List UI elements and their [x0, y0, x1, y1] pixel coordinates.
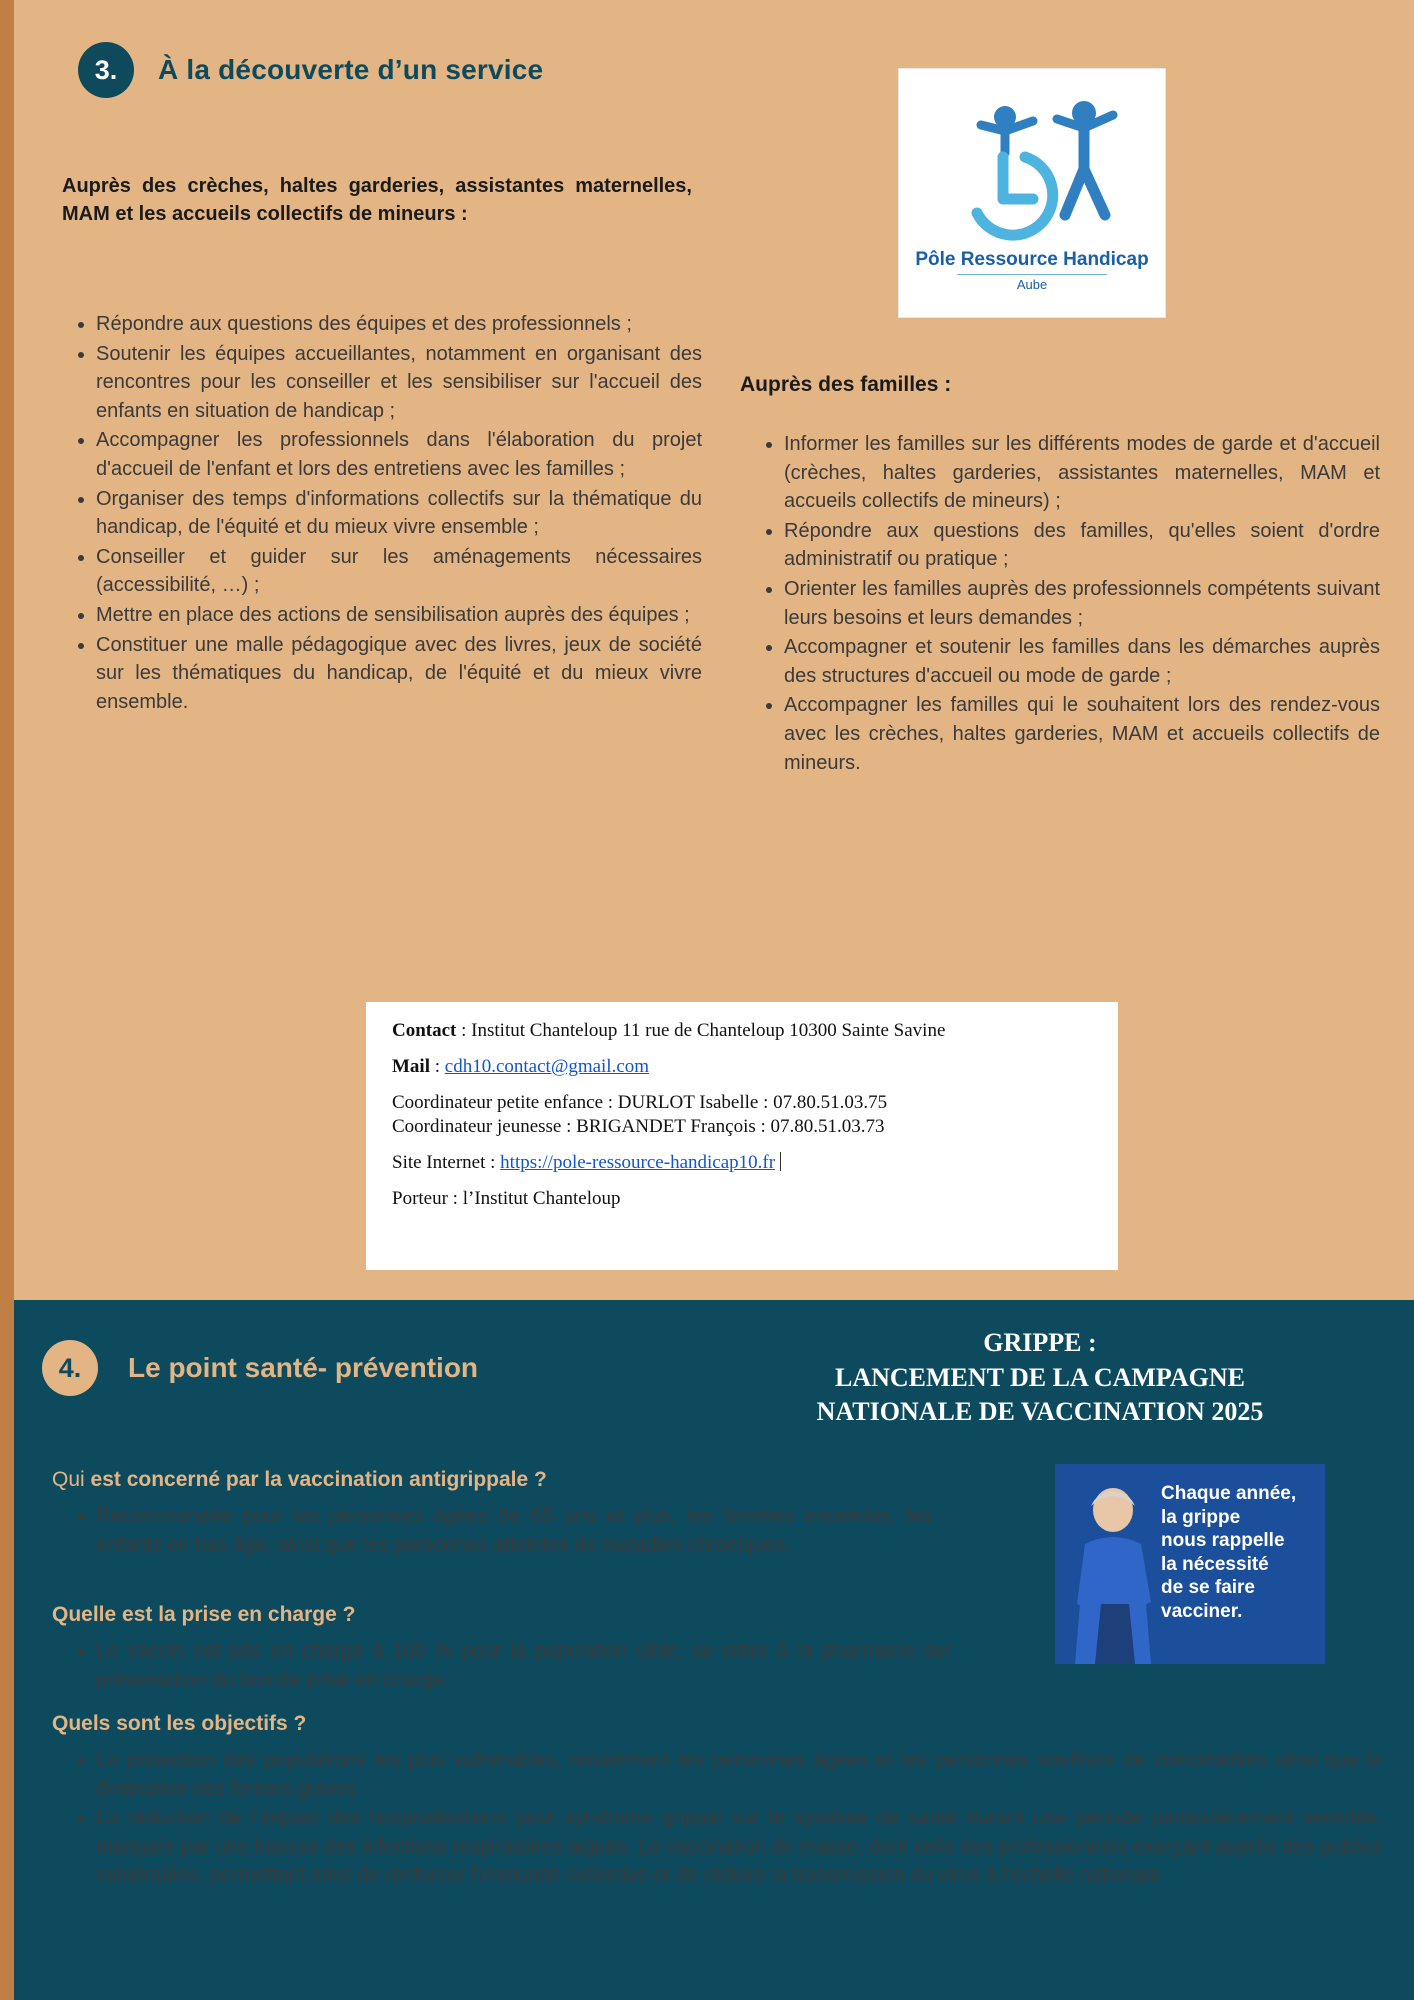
contact-value: : Institut Chanteloup 11 rue de Chanteloup 10300 Sainte Savine — [456, 1020, 946, 1041]
list-item: • Accompagner les professionnels dans l'élaboration du projet d'accueil de l'enfant et lors des entretiens avec les familles ; — [96, 426, 702, 483]
logo-name: Pôle Ressource Handicap — [915, 248, 1149, 270]
handicap-logo-icon — [937, 95, 1127, 245]
section-3-header — [78, 42, 543, 98]
text-caret — [780, 1152, 781, 1171]
section-3-left-list — [52, 310, 702, 717]
grippe-line-2: LANCEMENT DE LA CAMPAGNE — [834, 1362, 1245, 1392]
question-1-list — [52, 1502, 932, 1560]
question-1 — [52, 1468, 547, 1492]
list-item: • Accompagner les familles qui le souhaitent lors des rendez-vous avec les crèches, haltes garderies, MAM et accueils collectifs de mineurs. — [784, 691, 1380, 777]
section-4 — [0, 1300, 1414, 2000]
contact-line — [392, 1020, 1092, 1042]
list-item: • Mettre en place des actions de sensibilisation auprès des équipes ; — [96, 601, 702, 630]
question-1-lead: Qui — [52, 1468, 91, 1491]
poster-line: Chaque année, — [1161, 1483, 1297, 1504]
person-illustration-icon — [1061, 1484, 1165, 1664]
poster-line: la nécessité — [1161, 1553, 1269, 1575]
porteur-line: Porteur : l’Institut Chanteloup — [392, 1188, 621, 1209]
site-line — [392, 1152, 1092, 1174]
question-3: Quels sont les objectifs ? — [52, 1712, 307, 1735]
mail-label: Mail — [392, 1056, 430, 1077]
list-item: • Répondre aux questions des équipes et des professionnels ; — [96, 310, 702, 339]
list-item: • Accompagner et soutenir les familles dans les démarches auprès des structures d'accueil ou mode de garde ; — [784, 633, 1380, 690]
poster-line: de se faire — [1161, 1577, 1255, 1599]
list-item: • Répondre aux questions des familles, qu'elles soient d'ordre administratif ou pratique ; — [784, 517, 1380, 574]
section-4-number: 4. — [42, 1340, 98, 1396]
list-item: • La réduction de l’impact des hospitalisations pour syndrome grippal sur le système de santé durant une période particulièrement sensible, marquée par une hausse des infections respiratoires aiguës. La vaccination de masse, dont celle des professionnels exerçant auprès des publics vulnérables, permettant ainsi de renforcer l'immunité collective et de réduire la transmission du virus à l'échelle nationale — [96, 1804, 1382, 1890]
list-item: • Orienter les familles auprès des professionnels compétents suivant leurs besoins et leurs demandes ; — [784, 575, 1380, 632]
grippe-banner — [700, 1326, 1380, 1430]
mail-link[interactable]: cdh10.contact@gmail.com — [444, 1056, 650, 1077]
question-1-bold: est concerné par la vaccination antigrippale ? — [90, 1468, 547, 1491]
logo-divider — [957, 274, 1107, 275]
list-item: • Informer les familles sur les différents modes de garde et d'accueil (crèches, haltes garderies, assistantes maternelles, MAM et accueils collectifs de mineurs) ; — [784, 430, 1380, 516]
section-3-right-heading: Auprès des familles : — [740, 373, 952, 396]
section-3-intro: Auprès des crèches, haltes garderies, assistantes maternelles, MAM et les accueils collectifs de mineurs : — [62, 175, 692, 226]
section-3-number: 3. — [78, 42, 134, 98]
list-item: • Organiser des temps d'informations collectifs sur la thématique du handicap, de l'équité et du mieux vivre ensemble ; — [96, 485, 702, 542]
site-link[interactable]: https://pole-ressource-handicap10.fr — [500, 1152, 776, 1173]
question-2: Quelle est la prise en charge ? — [52, 1603, 356, 1626]
question-2-list — [52, 1637, 952, 1695]
logo-subtitle: Aube — [1016, 276, 1048, 292]
contact-card — [366, 1002, 1118, 1270]
mail-line — [392, 1056, 1092, 1078]
poster-line: vacciner. — [1161, 1600, 1243, 1622]
poster-line: la grippe — [1161, 1506, 1241, 1528]
section-4-title: Le point santé- prévention — [128, 1352, 479, 1383]
list-item: • Recommandée pour les personnes âgées de 65 ans et plus, les femmes enceintes, les enfants en bas âge, ainsi que les personnes atteintes de maladies chroniques. — [96, 1502, 932, 1559]
coordinator-1: Coordinateur petite enfance : DURLOT Isabelle : 07.80.51.03.75 — [392, 1092, 888, 1113]
grippe-line-1: GRIPPE : — [983, 1328, 1097, 1357]
grippe-line-3: NATIONALE DE VACCINATION 2025 — [816, 1397, 1264, 1427]
coordinator-2: Coordinateur jeunesse : BRIGANDET François : 07.80.51.03.73 — [392, 1116, 885, 1137]
poster-line: nous rappelle — [1161, 1530, 1285, 1552]
list-item: • La protection des populations les plus vulnérables, notamment les personnes âgées et les personnes souffrant de comorbidités ainsi que la diminution des formes graves — [96, 1746, 1382, 1803]
section-3-title: À la découverte d’un service — [158, 54, 544, 85]
site-label: Site Internet : — [392, 1152, 501, 1173]
vaccination-campaign-poster — [1055, 1464, 1325, 1664]
prh-logo-box — [898, 68, 1166, 318]
poster-text — [1161, 1482, 1311, 1623]
list-item: • Le vaccin est pris en charge à 100 % pour la population cible, se retire à la pharmacie sur présentation du bon de prise en charge. — [96, 1637, 952, 1694]
left-accent-stripe — [0, 0, 14, 1300]
contact-label: Contact — [392, 1020, 457, 1041]
list-item: • Conseiller et guider sur les aménagements nécessaires (accessibilité, …) ; — [96, 543, 702, 600]
left-accent-stripe-bottom — [0, 1300, 14, 2000]
mail-separator: : — [430, 1056, 445, 1077]
question-3-list — [52, 1746, 1382, 1891]
section-4-header — [42, 1340, 478, 1396]
list-item: • Soutenir les équipes accueillantes, notamment en organisant des rencontres pour les conseiller et les sensibiliser sur l'accueil des enfants en situation de handicap ; — [96, 340, 702, 426]
list-item: • Constituer une malle pédagogique avec des livres, jeux de société sur les thématiques du handicap, de l'équité et du mieux vivre ensemble. — [96, 631, 702, 717]
section-3-right-list — [740, 430, 1380, 778]
